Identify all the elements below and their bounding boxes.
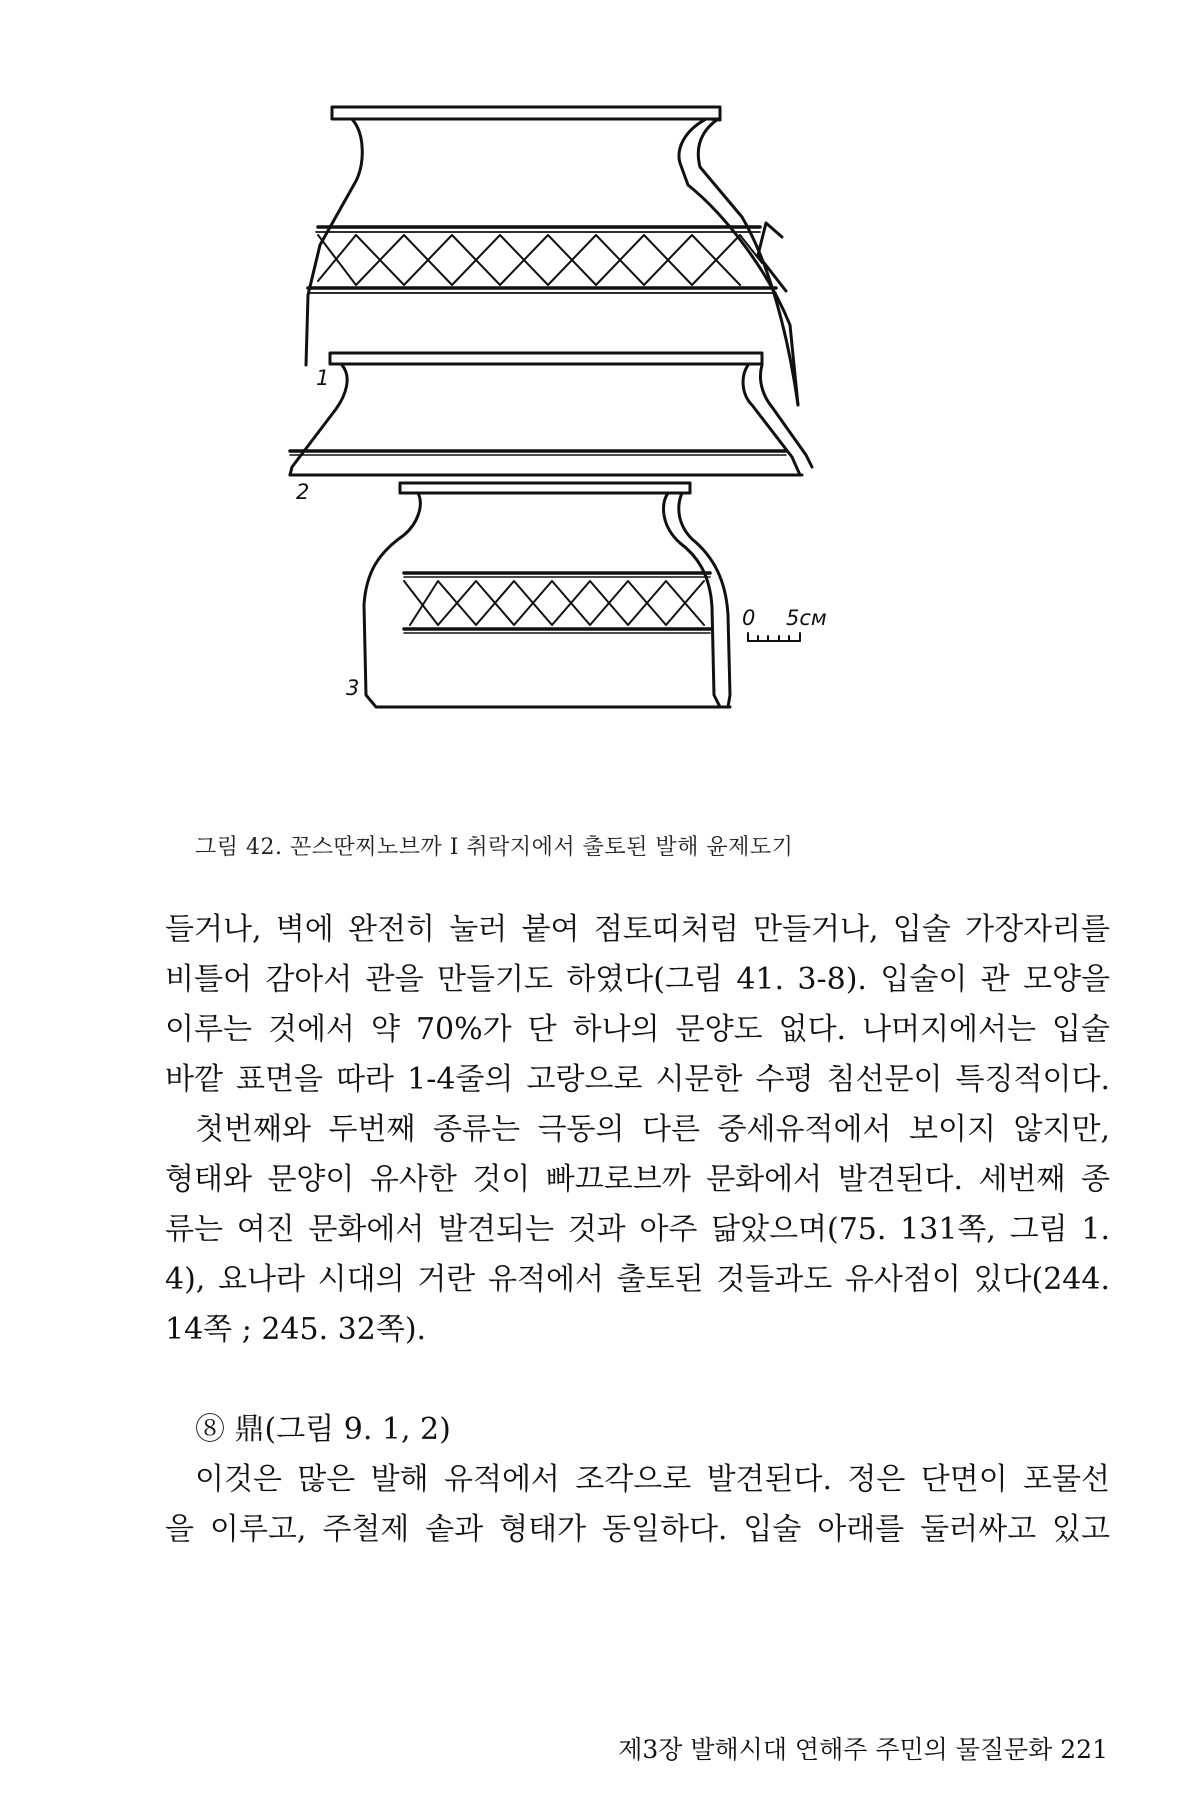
paragraph-1-line: 바깥 표면을 따라 1-4줄의 고랑으로 시문한 수평 침선문이 특징적이다. xyxy=(165,1062,1110,1097)
page-footer: 제3장 발해시대 연해주 주민의 물질문화 221 xyxy=(618,1735,1108,1764)
paragraph-2-line: 4), 요나라 시대의 거란 유적에서 출토된 것들과도 유사점이 있다(244. xyxy=(165,1262,1110,1297)
vessel-3-drawing xyxy=(364,483,730,707)
section-heading: ⑧ 鼎(그림 9. 1, 2) xyxy=(195,1412,451,1447)
paragraph-1-line: 비틀어 감아서 관을 만들기도 하였다(그림 41. 3-8). 입술이 관 모양을 xyxy=(165,962,1110,997)
scale-end-label: 5см xyxy=(786,606,827,630)
figure-caption: 그림 42. 꼰스딴찌노브까 I 취락지에서 출토된 발해 윤제도기 xyxy=(195,835,794,860)
scale-start-label: 0 xyxy=(742,606,756,630)
scale-bar xyxy=(748,633,800,641)
pottery-drawings xyxy=(296,95,980,835)
paragraph-3-line: 이것은 많은 발해 유적에서 조각으로 발견된다. 정은 단면이 포물선 xyxy=(195,1462,1110,1497)
paragraph-2-line: 류는 여진 문화에서 발견되는 것과 아주 닮았으며(75. 131쪽, 그림 1. xyxy=(165,1212,1110,1247)
label-3: 3 xyxy=(346,676,360,700)
vessel-2-drawing xyxy=(290,353,812,475)
paragraph-3-line: 을 이루고, 주철제 솥과 형태가 동일하다. 입술 아래를 둘러싸고 있고 xyxy=(165,1512,1110,1547)
paragraph-2-line: 첫번째와 두번째 종류는 극동의 다른 중세유적에서 보이지 않지만, xyxy=(195,1112,1110,1147)
paragraph-1-line: 이루는 것에서 약 70%가 단 하나의 문양도 없다. 나머지에서는 입술 xyxy=(165,1012,1110,1047)
label-1: 1 xyxy=(316,366,330,390)
pottery-figure xyxy=(296,95,980,835)
label-2: 2 xyxy=(296,480,310,504)
paragraph-2-line: 형태와 문양이 유사한 것이 빠끄로브까 문화에서 발견된다. 세번째 종 xyxy=(165,1162,1110,1197)
paragraph-2-line: 14쪽 ; 245. 32쪽). xyxy=(165,1312,427,1347)
paragraph-1-line: 들거나, 벽에 완전히 눌러 붙여 점토띠처럼 만들거나, 입술 가장자리를 xyxy=(165,912,1110,947)
